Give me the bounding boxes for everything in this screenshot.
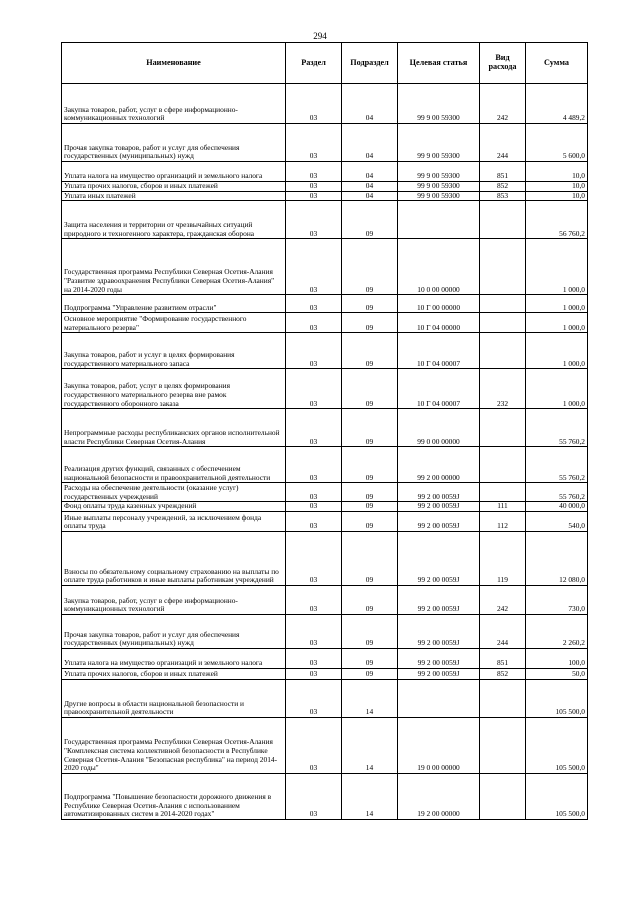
row-type (480, 295, 526, 313)
row-name: Закупка товаров, работ, услуг в целях формирования государственного материального резерва вне рамок государственного оборонного заказа (62, 369, 286, 409)
table-row (62, 239, 588, 295)
row-target: 10 Г 00 00000 (398, 295, 480, 313)
header-subsection: Подраздел (342, 43, 398, 84)
row-section: 03 (286, 84, 342, 124)
row-name: Подпрограмма "Повышение безопасности дорожного движения в Республике Северная Осетия-Алания с использованием автоматизированных систем в 2014-2020 годах" (62, 773, 286, 819)
row-section: 03 (286, 502, 342, 512)
row-subsection: 09 (342, 333, 398, 369)
row-subsection: 09 (342, 409, 398, 447)
row-sum: 10,0 (526, 182, 588, 192)
row-section: 03 (286, 585, 342, 614)
row-name: Уплата налога на имущество организаций и земельного налога (62, 162, 286, 182)
row-sum: 2 260,2 (526, 614, 588, 648)
row-subsection: 09 (342, 201, 398, 239)
row-section: 03 (286, 614, 342, 648)
row-section: 03 (286, 162, 342, 182)
row-name: Уплата иных платежей (62, 191, 286, 201)
row-subsection: 09 (342, 531, 398, 585)
row-sum: 540,0 (526, 511, 588, 531)
row-sum: 105 500,0 (526, 679, 588, 717)
row-type (480, 773, 526, 819)
table-header-row (62, 43, 588, 84)
row-type: 242 (480, 84, 526, 124)
row-type (480, 409, 526, 447)
row-name: Уплата прочих налогов, сборов и иных платежей (62, 182, 286, 192)
table-row (62, 531, 588, 585)
row-name: Другие вопросы в области национальной безопасности и правоохранительной деятельности (62, 679, 286, 717)
row-subsection: 09 (342, 369, 398, 409)
row-subsection: 09 (342, 648, 398, 668)
row-subsection: 04 (342, 124, 398, 162)
row-type: 244 (480, 124, 526, 162)
row-name: Государственная программа Республики Северная Осетия-Алания "Комплексная система коллективной безопасности в Республике Северная Осетия-Алания "Безопасная республика" на период 2014-2020 годы" (62, 717, 286, 773)
row-subsection: 14 (342, 717, 398, 773)
table-row (62, 447, 588, 483)
table-row (62, 668, 588, 679)
row-target: 99 2 00 00000 (398, 447, 480, 483)
table-row (62, 369, 588, 409)
row-type: 851 (480, 648, 526, 668)
row-name: Основное мероприятие "Формирование государственного материального резерва" (62, 313, 286, 333)
row-target: 99 2 00 0059J (398, 668, 480, 679)
row-target: 19 0 00 00000 (398, 717, 480, 773)
row-subsection: 09 (342, 585, 398, 614)
row-sum: 105 500,0 (526, 773, 588, 819)
row-name: Закупка товаров, работ, услуг в сфере информационно-коммуникационных технологий (62, 84, 286, 124)
row-target: 99 9 00 59300 (398, 84, 480, 124)
row-type: 852 (480, 668, 526, 679)
row-sum: 1 000,0 (526, 369, 588, 409)
table-row (62, 614, 588, 648)
row-section: 03 (286, 191, 342, 201)
row-section: 03 (286, 182, 342, 192)
row-sum: 1 000,0 (526, 333, 588, 369)
row-type: 111 (480, 502, 526, 512)
table-row (62, 182, 588, 192)
page-number: 294 (313, 31, 327, 41)
table-row (62, 585, 588, 614)
row-target: 99 2 00 0059J (398, 531, 480, 585)
row-target: 99 9 00 59300 (398, 162, 480, 182)
table-row (62, 648, 588, 668)
row-section: 03 (286, 679, 342, 717)
row-type (480, 201, 526, 239)
row-sum: 55 760,2 (526, 447, 588, 483)
row-section: 03 (286, 409, 342, 447)
row-subsection: 09 (342, 668, 398, 679)
row-subsection: 14 (342, 679, 398, 717)
row-sum: 50,0 (526, 668, 588, 679)
row-name: Уплата прочих налогов, сборов и иных платежей (62, 668, 286, 679)
row-sum: 5 600,0 (526, 124, 588, 162)
row-target: 99 2 00 0059J (398, 511, 480, 531)
row-type (480, 483, 526, 502)
row-subsection: 09 (342, 295, 398, 313)
row-target: 10 0 00 00000 (398, 239, 480, 295)
row-target: 99 2 00 0059J (398, 483, 480, 502)
row-target: 19 2 00 00000 (398, 773, 480, 819)
header-type: Вид расхода (480, 43, 526, 84)
row-target: 99 9 00 59300 (398, 182, 480, 192)
row-name: Иные выплаты персоналу учреждений, за исключением фонда оплаты труда (62, 511, 286, 531)
row-target (398, 679, 480, 717)
row-name: Уплата налога на имущество организаций и земельного налога (62, 648, 286, 668)
table-row (62, 502, 588, 512)
row-section: 03 (286, 648, 342, 668)
row-section: 03 (286, 201, 342, 239)
row-type: 244 (480, 614, 526, 648)
row-section: 03 (286, 531, 342, 585)
header-target: Целевая статья (398, 43, 480, 84)
row-name: Фонд оплаты труда казенных учреждений (62, 502, 286, 512)
row-type: 232 (480, 369, 526, 409)
table-row (62, 313, 588, 333)
row-sum: 55 760,2 (526, 409, 588, 447)
row-type (480, 717, 526, 773)
row-target (398, 201, 480, 239)
row-section: 03 (286, 313, 342, 333)
row-section: 03 (286, 295, 342, 313)
row-subsection: 09 (342, 239, 398, 295)
row-sum: 730,0 (526, 585, 588, 614)
row-name: Защита населения и территории от чрезвычайных ситуаций природного и техногенного характера, гражданская оборона (62, 201, 286, 239)
row-sum: 10,0 (526, 162, 588, 182)
row-section: 03 (286, 124, 342, 162)
row-name: Взносы по обязательному социальному страхованию на выплаты по оплате труда работников и иные выплаты работникам учреждений (62, 531, 286, 585)
row-subsection: 09 (342, 511, 398, 531)
row-name: Закупка товаров, работ и услуг в целях формирования государственного материального запаса (62, 333, 286, 369)
row-sum: 56 760,2 (526, 201, 588, 239)
row-target: 99 2 00 0059J (398, 614, 480, 648)
row-target: 10 Г 04 00000 (398, 313, 480, 333)
row-type: 853 (480, 191, 526, 201)
row-subsection: 14 (342, 773, 398, 819)
row-target: 99 2 00 0059J (398, 648, 480, 668)
row-subsection: 04 (342, 162, 398, 182)
row-section: 03 (286, 668, 342, 679)
budget-table (61, 42, 588, 820)
row-subsection: 09 (342, 313, 398, 333)
row-sum: 1 000,0 (526, 295, 588, 313)
table-row (62, 84, 588, 124)
row-sum: 1 000,0 (526, 239, 588, 295)
row-section: 03 (286, 447, 342, 483)
row-type (480, 239, 526, 295)
row-subsection: 04 (342, 182, 398, 192)
row-target: 99 2 00 0059J (398, 502, 480, 512)
row-name: Реализация других функций, связанных с обеспечением национальной безопасности и правоохранительной деятельности (62, 447, 286, 483)
row-section: 03 (286, 717, 342, 773)
row-subsection: 09 (342, 614, 398, 648)
table-row (62, 717, 588, 773)
table-row (62, 124, 588, 162)
row-sum: 1 000,0 (526, 313, 588, 333)
header-name: Наименование (62, 43, 286, 84)
row-subsection: 09 (342, 447, 398, 483)
row-type: 112 (480, 511, 526, 531)
row-target: 99 2 00 0059J (398, 585, 480, 614)
row-section: 03 (286, 511, 342, 531)
row-name: Закупка товаров, работ, услуг в сфере информационно-коммуникационных технологий (62, 585, 286, 614)
row-section: 03 (286, 333, 342, 369)
row-subsection: 09 (342, 502, 398, 512)
row-name: Расходы на обеспечение деятельности (оказание услуг) государственных учреждений (62, 483, 286, 502)
row-type: 851 (480, 162, 526, 182)
row-type: 242 (480, 585, 526, 614)
row-type (480, 679, 526, 717)
row-name: Прочая закупка товаров, работ и услуг для обеспечения государственных (муниципальных) нужд (62, 614, 286, 648)
row-type: 852 (480, 182, 526, 192)
row-name: Государственная программа Республики Северная Осетия-Алания "Развитие здравоохранения Республики Северная Осетия-Алания" на 2014-2020 годы (62, 239, 286, 295)
row-sum: 12 080,0 (526, 531, 588, 585)
row-sum: 100,0 (526, 648, 588, 668)
row-target: 99 0 00 00000 (398, 409, 480, 447)
row-sum: 105 500,0 (526, 717, 588, 773)
row-sum: 55 760,2 (526, 483, 588, 502)
table-row (62, 191, 588, 201)
row-sum: 10,0 (526, 191, 588, 201)
header-sum: Сумма (526, 43, 588, 84)
row-target: 99 9 00 59300 (398, 124, 480, 162)
table-row (62, 333, 588, 369)
row-type (480, 447, 526, 483)
row-target: 10 Г 04 00007 (398, 369, 480, 409)
row-type: 119 (480, 531, 526, 585)
header-section: Раздел (286, 43, 342, 84)
table-row (62, 511, 588, 531)
row-sum: 4 489,2 (526, 84, 588, 124)
row-section: 03 (286, 369, 342, 409)
row-subsection: 04 (342, 191, 398, 201)
row-type (480, 333, 526, 369)
table-row (62, 201, 588, 239)
row-sum: 40 000,0 (526, 502, 588, 512)
row-name: Непрограммные расходы республиканских органов исполнительной власти Республики Северная Осетия-Алания (62, 409, 286, 447)
row-type (480, 313, 526, 333)
row-subsection: 09 (342, 483, 398, 502)
row-section: 03 (286, 773, 342, 819)
table-row (62, 162, 588, 182)
table-row (62, 483, 588, 502)
table-row (62, 295, 588, 313)
row-name: Прочая закупка товаров, работ и услуг для обеспечения государственных (муниципальных) нужд (62, 124, 286, 162)
row-subsection: 04 (342, 84, 398, 124)
row-section: 03 (286, 239, 342, 295)
row-target: 99 9 00 59300 (398, 191, 480, 201)
row-name: Подпрограмма "Управление развитием отрасли" (62, 295, 286, 313)
row-target: 10 Г 04 00007 (398, 333, 480, 369)
table-row (62, 679, 588, 717)
table-row (62, 773, 588, 819)
table-row (62, 409, 588, 447)
row-section: 03 (286, 483, 342, 502)
